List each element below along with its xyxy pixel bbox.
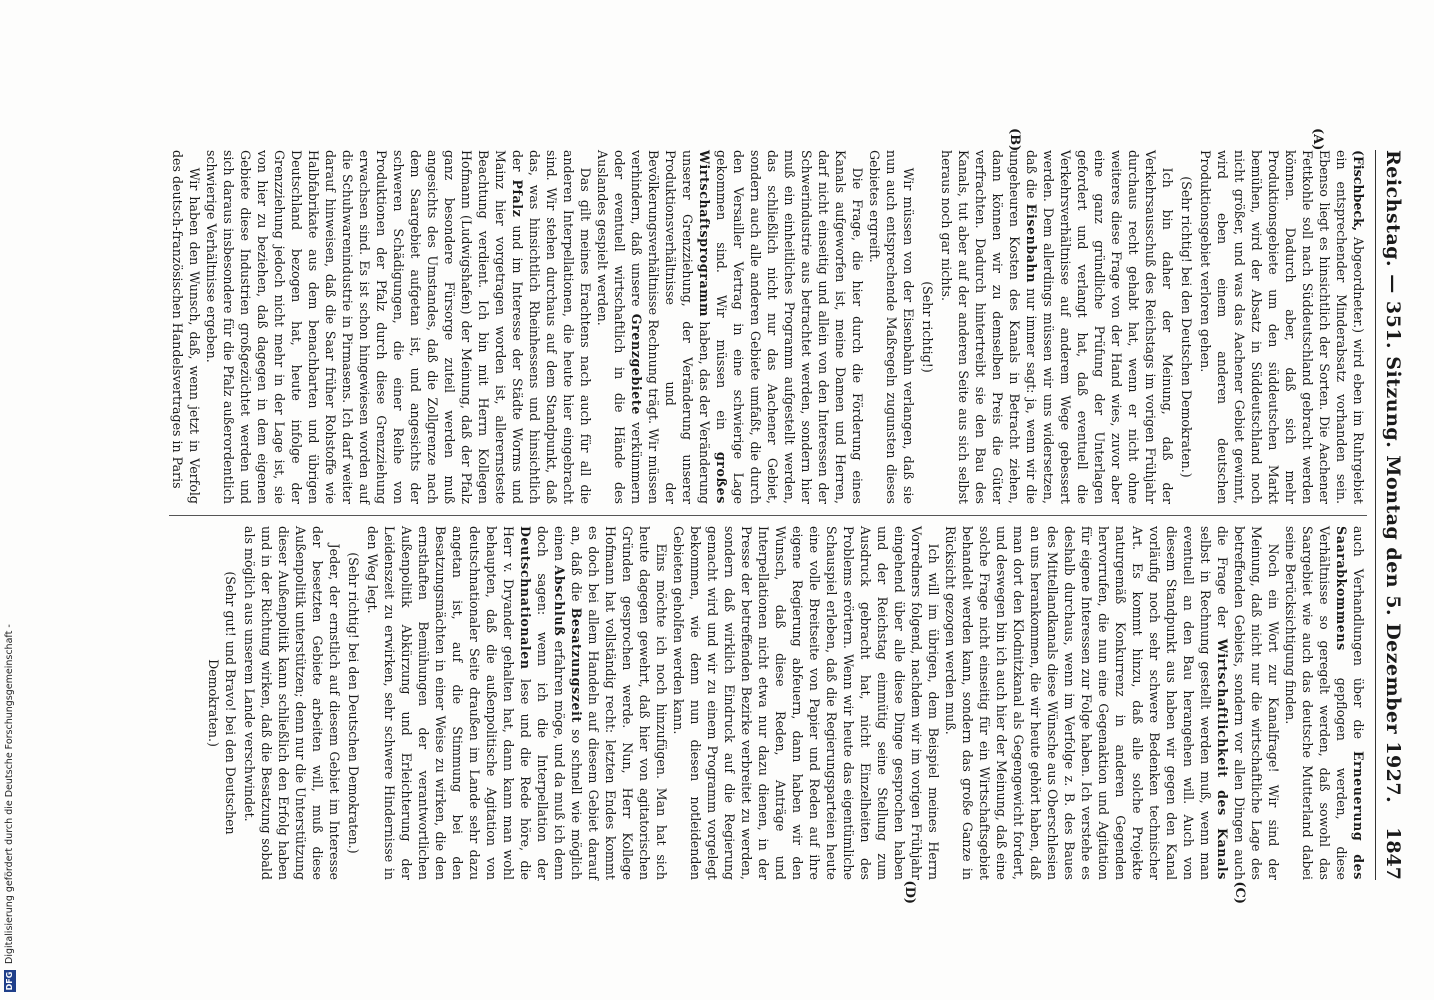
paragraph: Wir haben den Wunsch, daß, wenn jetzt in Verfolg des deutsch-französischen Handelsvertrages in Paris	[170, 150, 202, 504]
paragraph-text: haben, das der Veränderung unserer Grenzziehung, der Veränderung unserer Produktionsverhältnisse und der Bevölkerungsverhältnisse Rechnung trägt. Wir müssen verhindern, daß unsere	[629, 150, 712, 504]
paragraph-text: gepflogen werden, diese Verhältnisse so geregelt werden, daß sowohl das Saargebiet wie auch das deutsche Mutterland dabei seine Berücksichtigung finden.	[1283, 526, 1349, 880]
emphasis-text: Pfalz	[510, 179, 525, 218]
left-column	[169, 150, 1367, 504]
column-divider	[169, 515, 1367, 516]
paragraph-text: so schnell wie möglich einen	[552, 526, 584, 881]
text-columns	[169, 128, 1367, 904]
margin-marker-c: (C)	[1232, 881, 1247, 904]
paragraph-text: lese und die Rede höre, die Herr v. Dryander gehalten hat, dann kann man wohl behaupten, daß die außenpolitische Agitation von deutschnationaler Seite draußen im Lande sehr dazu angetan ist, auf die Stimmung bei den Besatzungsmächten in einer Weise zu wirken, die den ernsthaften Bemühungen der verantwortlichen Außenpolitik Abkürzung und Erleichterung der Leidenszeit zu erwirken, sehr schwere Hindernisse in den Weg legt.	[365, 526, 533, 880]
emphasis-text: Eisenbahn	[1024, 203, 1039, 284]
emphasis-text: Besatzungszeit	[569, 607, 584, 723]
emphasis-text: Erneuerung des Saarabkommens	[1334, 526, 1366, 880]
paragraph: Wir müssen von der Eisenbahn verlangen, daß sie nun auch entsprechende Maßregeln zugunsten dieses Gebietes ergreift.	[867, 150, 916, 504]
paragraph-text: erfahren möge, und da muß ich denn doch sagen: wenn ich die Interpellation der	[535, 526, 567, 880]
speaker-name: (Fischbeck,	[1351, 150, 1366, 232]
paragraph	[1197, 150, 1367, 504]
paragraph-text: Die Frage, die hier durch die Förderung eines Kanals aufgeworfen ist, meine Damen und Herren, darf nicht einseitig und allein von den Interessen der Schwerindustrie aus betrachtet werden, sondern hier muß ein einheitliches Programm aufgestellt werden, das schließlich nicht nur das Aachener Gebiet, sondern auch alle anderen Gebiete umfaßt, die durch den Versailler Vertrag in eine schwierige Lage gekommen sind. Wir müssen ein	[714, 150, 865, 504]
paragraph-text: wird eben im Ruhrgebiet ein entsprechender Minderabsatz vorhanden sein. Ebenso liegt es hinsichtlich der Sorten. Die Aachener Fettkohle soll nach Süddeutschland gebracht werden können. Dadurch aber, daß sich mehr Produktionsgebiete um den süddeutschen Markt bemühen, wird der Absatz in Süddeutschland noch nicht größer, und was das Aachener Gebiet gewinnt, wird eben einem anderen deutschen Produktionsgebiet verloren gehen.	[1198, 150, 1366, 504]
margin-marker-b: (B)	[1007, 128, 1022, 152]
applause-note: (Sehr gut! und Bravo! bei den Deutschen Demokraten.)	[206, 571, 238, 835]
emphasis-text: großes Wirtschaftsprogramm	[697, 150, 729, 504]
applause-note: (Sehr richtig! bei den Deutschen Demokraten.)	[1179, 176, 1194, 478]
emphasis-text: Abschluß	[552, 565, 567, 637]
paragraph-text: auch Verhandlungen über die	[1351, 526, 1366, 739]
dfg-logo: DFG	[5, 971, 14, 991]
emphasis-text: Wirtschaftlichkeit des Kanals	[1215, 638, 1230, 880]
margin-marker-d: (D)	[902, 880, 917, 904]
applause-note: (Sehr richtig! bei den Deutschen Demokraten.)	[346, 552, 361, 854]
margin-marker-a: (A)	[1310, 128, 1325, 151]
paragraph	[938, 150, 1176, 504]
paragraph: Jeder, der ernstlich auf diesem Gebiet im Interesse der besetzten Gebiete arbeiten will, muß diese Außenpolitik unterstützen; denn nur die Unterstützung dieser Außenpolitik kann schließlich den Erfolg haben und in der Richtung wirken, daß die Besatzung sobald als möglich aus unserem Lande verschwindet.	[242, 526, 342, 880]
paragraph	[203, 150, 594, 504]
page-title: Reichstag. — 351. Sitzung. Montag den 5. Dezember 1927.	[1382, 150, 1404, 804]
paragraph	[364, 526, 670, 880]
right-column	[169, 526, 1367, 880]
paragraph-text: Eins möchte ich noch hinzufügen. Man hat sich heute dagegen gewehrt, daß hier von agitatorischen Gründen gesprochen werde. Nun, Herr Kollege Hofmann hat vollständig recht: letzten Endes kommt es doch bei allem Handeln auf diesem Gebiet darauf an, daß die	[569, 526, 669, 880]
paragraph-text: und im Interesse der Städte Worms und Mainz hier vorgetragen worden ist, allerernsteste Beachtung verdient. Ich bin mit Herrn Kollegen Hofmann (Ludwigshafen) der Meinung, daß der Pfalz ganz besondere Fürsorge zuteil werden muß angesichts des Umstandes, daß die Zollgrenze nach dem Saargebiet aufgetan ist, und angesichts der schweren Schädigungen, die einer Reihe von Produktionen der Pfalz durch diese Grenzziehung erwachsen sind. Es ist schon hingewiesen worden auf die Schuhwarenindustrie in Pirmasens. Ich darf weiter darauf hinweisen, daß die Saar früher Rohstoffe wie Halbfabrikate aus dem benachbarten und übrigen Deutschland bezogen hat, heute infolge der Grenzziehung jedoch nicht mehr in der Lage ist, sie von hier zu beziehen, daß dagegen in dem eigenen Gebiete diese Industrien großgezüchtet werden und sich daraus insbesondere für die Pfalz außerordentlich schwierige Verhältnisse ergeben.	[204, 150, 525, 504]
paragraph	[1282, 526, 1367, 880]
paragraph-text: selbst in Rechnung gestellt werden muß, wenn man eventuell an den Bau herangehen will. Auch von diesem Standpunkt aus haben wir gegen den Kanal vorläufig noch sehr schwere Bedenken technischer Art. Es kommt hinzu, daß alle solche Projekte naturgemäß Konkurrenz in anderen Gegenden hervorrufen, die nun eine Gegenaktion und Agitation für eigene Interessen zur Folge haben. Ich verstehe es deshalb durchaus, wenn im Verfolge z. B. des Baues des Mittellandkanals diese Wünsche aus Oberschlesien an uns herankommen, die wir heute gehört haben, daß man dort den Klodnitzkanal als Gegengewicht fordert, und deswegen bin ich auch hier der Meinung, daß eine solche Frage nicht einseitig für ein Wirtschaftsgebiet behandelt werden kann, sondern das große Ganze in Rücksicht gezogen werden muß.	[943, 526, 1213, 880]
paragraph	[942, 526, 1282, 880]
emphasis-text: Deutschnationalen	[518, 526, 533, 670]
paragraph-text: Das gilt meines Erachtens nach auch für all die anderen Interpellationen, die heute hier eingebracht sind. Wir stehen durchaus auf dem Standpunkt, daß das, was hinsichtlich Rheinhessens und hinsichtlich der	[510, 150, 593, 504]
paragraph-text: Noch ein Wort zur Kanalfrage! Wir sind der Meinung, daß nicht nur die wirtschaftliche Lage des betreffenden Gebiets, sondern vor allen Dingen auch die Frage der	[1215, 526, 1281, 880]
digitization-note	[0, 0, 20, 1000]
page-header	[1375, 150, 1404, 880]
paragraph-text: Ich bin daher der Meinung, daß der Verkehrsausschuß des Reichstags im vorigen Frühjahr durchaus recht gehabt hat, wenn er nicht ohne weiteres diese Frage von der Hand wies, zuvor aber eine ganz gründliche Prüfung der Unterlagen gefordert und verlangt hat, daß eventuell die Verkehrsverhältnisse auf anderem Wege gebessert werden. Dem allerdings müssen wir uns widersetzen, daß die	[1024, 150, 1175, 504]
paragraph: Ich will im übrigen, dem Beispiel meines Herrn Vorredners folgend, nachdem wir im vorigen Frühjahr eingehend über alle diese Dinge gesprochen haben und der Reichstag einmütig seine Stellung zum Ausdruck gebracht hat, nicht Einzelheiten des Problems erörtern. Wenn wir heute das eigentümliche Schauspiel erleben, daß die Regierungsparteien heute eine volle Breitseite von Papier und Reden auf ihre eigene Regierung abfeuern, dann haben wir den Wunsch, daß diese Reden, Anträge und Interpellationen nicht etwa nur dazu dienen, in der Presse der betreffenden Bezirke verbreitet zu werden, sondern daß wirklich Eindruck auf die Regierung gemacht wird und wir zu einem Programm vorgelegt bekommen, wie denn nun diesen notleidenden Gebieten geholfen werden kann.	[671, 526, 941, 880]
page-number: 1847	[1382, 827, 1404, 880]
speaker-role: Abgeordneter.)	[1351, 237, 1366, 333]
paragraph-text: nur immer sagt: ja, wenn wir die ungeheuren Kosten des Kanals in Betracht ziehen, dann können wir zu demselben Preis die Güter verfrachten. Dadurch hintertreibt sie den Bau des Kanals, tut aber auf der anderen Seite aus sich selbst heraus noch gar nichts.	[939, 150, 1039, 504]
digitization-text: Digitalisierung gefördert durch die Deutsche Forschungsgemeinschaft -	[4, 624, 15, 964]
applause-note: (Sehr richtig!)	[920, 281, 935, 373]
emphasis-text: Grenzgebiete	[629, 313, 644, 415]
paragraph-text: verkümmern oder eventuell wirtschaftlich in die Hände des Auslandes gespielt werden.	[595, 150, 644, 504]
paragraph	[594, 150, 866, 504]
